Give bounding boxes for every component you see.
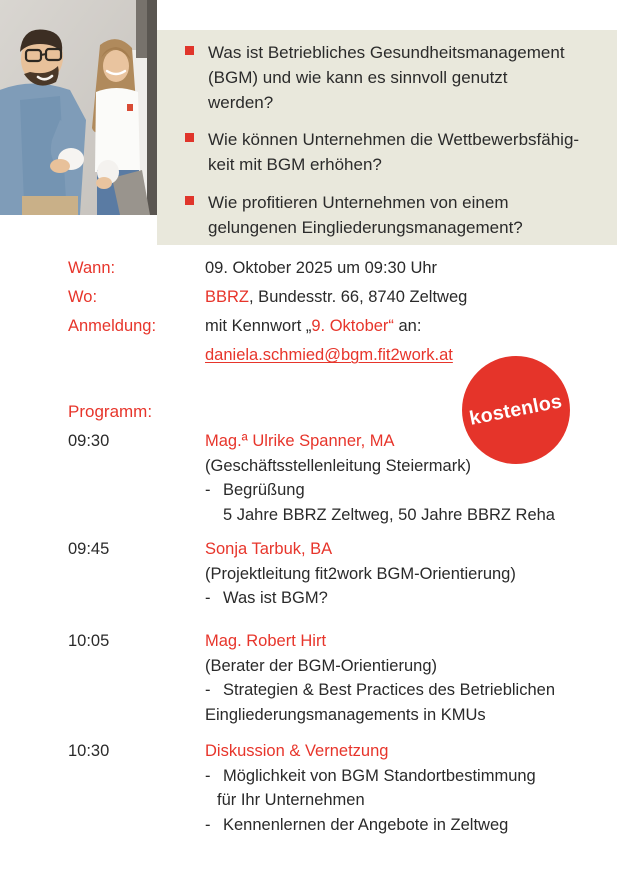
bullet-square-icon	[185, 46, 194, 55]
program-time-3: 10:05	[68, 632, 110, 650]
wann-value: 09. Oktober 2025 um 09:30 Uhr	[205, 259, 438, 277]
photo-dark-frame	[147, 0, 157, 215]
program-item: - Begrüßung	[205, 478, 605, 503]
program-item-continuation: 5 Jahre BBRZ Zeltweg, 50 Jahre BBRZ Reha	[223, 505, 555, 524]
program-role: (Projektleitung fit2work BGM-Orientierung)	[205, 564, 516, 583]
program-heading: Programm:	[68, 402, 153, 421]
wo-label: Wo:	[68, 288, 98, 306]
bullet-square-icon	[185, 196, 194, 205]
program-speaker: Sonja Tarbuk, BA	[205, 540, 333, 558]
anmeldung-text-post: an:	[393, 317, 422, 335]
program-time-2: 09:45	[68, 540, 110, 558]
program-item: - Kennenlernen der Angebote in Zeltweg	[205, 813, 605, 838]
program-item: - Möglichkeit von BGM Standortbestimmung	[205, 764, 605, 789]
anmeldung-keyword: 9. Oktober“	[311, 317, 394, 335]
program-item: - Strategien & Best Practices des Betrieblichen	[205, 678, 605, 703]
program-block-1	[205, 429, 605, 527]
program-role: (Berater der BGM-Orientierung)	[205, 656, 437, 675]
program-item-continuation: für Ihr Unternehmen	[217, 791, 365, 809]
anmeldung-text-pre: mit Kennwort „	[205, 317, 312, 335]
program-block-4	[205, 739, 605, 837]
photo	[0, 0, 157, 215]
bullet-square-icon	[185, 133, 194, 142]
photo-illustration	[0, 0, 157, 215]
program-block-3	[205, 629, 605, 727]
anmeldung-label: Anmeldung:	[68, 317, 157, 335]
wo-value	[205, 285, 467, 310]
dash-icon: -	[205, 681, 211, 699]
program-item-continuation: Eingliederungsmanagements in KMUs	[205, 705, 486, 724]
question-1-line-1: Was ist Betriebliches Gesundheitsmanagement	[208, 43, 565, 62]
photo-shirt-logo	[127, 104, 133, 111]
questions-box	[157, 30, 617, 245]
anmeldung-line	[205, 314, 421, 339]
question-1-line-3: werden?	[208, 93, 274, 112]
dash-icon: -	[205, 589, 211, 607]
program-topic: Diskussion & Vernetzung	[205, 742, 389, 760]
question-2-line-1: Wie können Unternehmen die Wettbewerbsfähig-	[208, 130, 580, 149]
kostenlos-badge-label: kostenlos	[467, 389, 565, 430]
program-time-4: 10:30	[68, 742, 110, 760]
question-3-line-2: gelungenen Eingliederungsmanagement?	[208, 218, 523, 237]
program-speaker: Mag. Robert Hirt	[205, 632, 327, 650]
photo-dark-corner	[136, 0, 147, 58]
email-link[interactable]: daniela.schmied@bgm.fit2work.at	[205, 346, 453, 364]
dash-icon: -	[205, 815, 211, 834]
program-time-1: 09:30	[68, 432, 110, 450]
anmeldung-email-line	[205, 343, 453, 368]
question-2-line-2: keit mit BGM erhöhen?	[208, 155, 382, 174]
photo-man-pants	[22, 196, 78, 215]
dash-icon: -	[205, 766, 211, 785]
program-item: - Was ist BGM?	[205, 586, 605, 611]
wo-value-address: , Bundesstr. 66, 8740 Zeltweg	[249, 288, 468, 306]
wann-label: Wann:	[68, 259, 116, 277]
question-3-line-1: Wie profitieren Unternehmen von einem	[208, 193, 509, 212]
program-role: (Geschäftsstellenleitung Steiermark)	[205, 456, 471, 475]
question-1-line-2: (BGM) und wie kann es sinnvoll genutzt	[208, 68, 508, 87]
program-speaker: Mag.ª Ulrike Spanner, MA	[205, 432, 395, 450]
program-block-2	[205, 537, 605, 611]
wo-value-venue: BBRZ	[205, 288, 250, 306]
dash-icon: -	[205, 481, 211, 499]
